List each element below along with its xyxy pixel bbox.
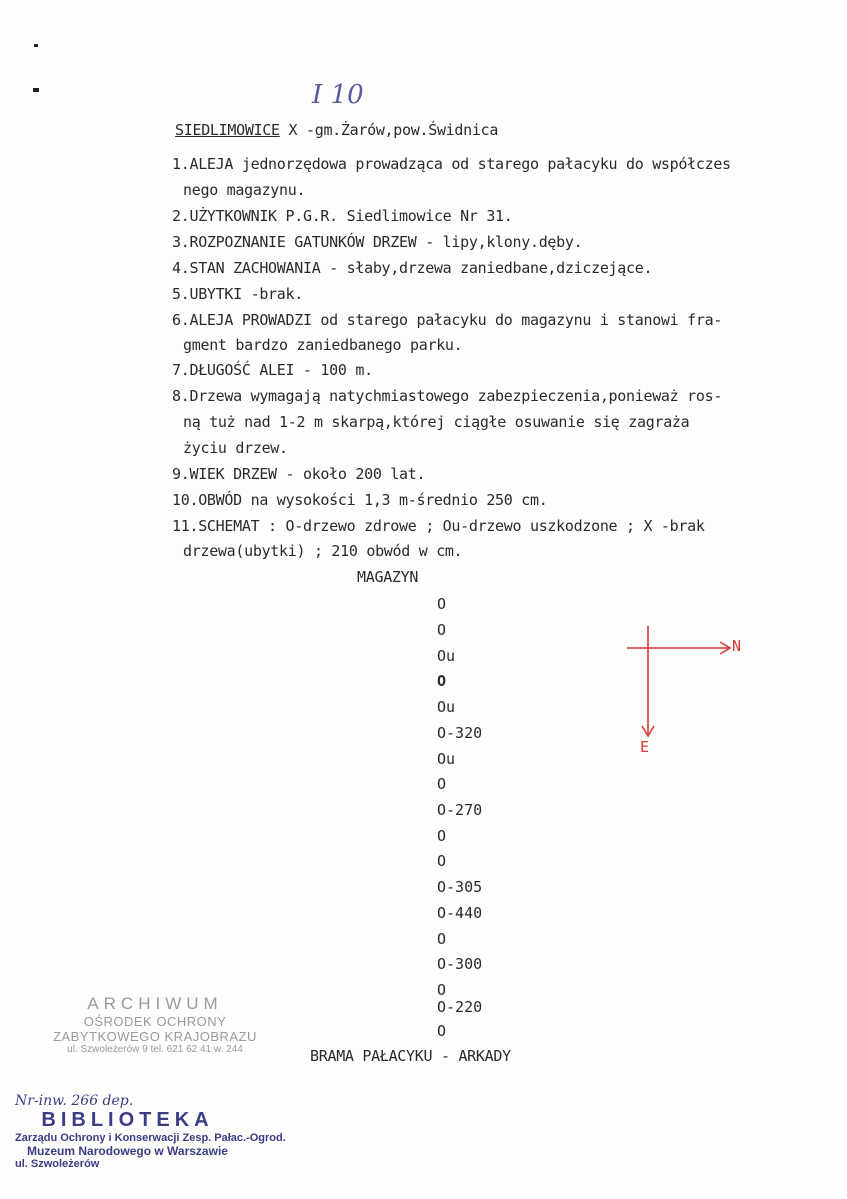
item-8-cont: ną tuż nad 1-2 m skarpą,której ciągłe osuwanie się zagraża [183, 413, 690, 431]
archive-stamp-title: ARCHIWUM [87, 994, 223, 1013]
item-1-cont: nego magazynu. [183, 181, 306, 199]
handwritten-note: I 10 [312, 80, 364, 110]
tree-entry: O-300 [437, 955, 483, 973]
item-8: 8.Drzewa wymagają natychmiastowego zabezpieczenia,ponieważ ros- [172, 387, 723, 405]
item-11: 11.SCHEMAT : O-drzewo zdrowe ; Ou-drzewo uszkodzone ; X -brak [172, 517, 705, 535]
schema-bottom-label: BRAMA PAŁACYKU - ARKADY [310, 1047, 511, 1065]
library-stamp-title: BIBLIOTEKA [41, 1109, 214, 1131]
compass-arrows [620, 620, 740, 755]
tree-entry: O [437, 595, 447, 613]
place-name: SIEDLIMOWICE [175, 121, 280, 139]
tree-entry: O [437, 981, 447, 999]
tree-entry: O [437, 1022, 447, 1040]
place-location: X -gm.Żarów,pow.Świdnica [288, 121, 499, 139]
library-stamp-line: Muzeum Narodowego w Warszawie [27, 1144, 228, 1158]
item-1: 1.ALEJA jednorzędowa prowadząca od starego pałacyku do współczes [172, 155, 731, 173]
compass-east-label: E [640, 738, 650, 756]
item-9: 9.WIEK DRZEW - około 200 lat. [172, 465, 426, 483]
tree-entry: O-220 [437, 998, 483, 1016]
tree-entry: O [437, 621, 447, 639]
item-4: 4.STAN ZACHOWANIA - słaby,drzewa zaniedbane,dziczejące. [172, 259, 653, 277]
library-stamp [15, 1093, 286, 1170]
item-3: 3.ROZPOZNANIE GATUNKÓW DRZEW - lipy,klony.dęby. [172, 233, 583, 251]
tree-entry: O [437, 852, 447, 870]
tree-entry: O-320 [437, 724, 483, 742]
tree-entry: O-440 [437, 904, 483, 922]
tree-entry: Ou [437, 698, 456, 716]
compass-north-label: N [732, 637, 742, 655]
tree-entry: O [437, 827, 447, 845]
archive-stamp-address: ul. Szwoleżerów 9 tel. 621 62 41 w. 244 [67, 1044, 243, 1055]
tree-entry: Ou [437, 647, 456, 665]
tree-entry: O [437, 672, 447, 690]
item-6: 6.ALEJA PROWADZI od starego pałacyku do magazynu i stanowi fra- [172, 311, 723, 329]
item-7: 7.DŁUGOŚĆ ALEI - 100 m. [172, 361, 373, 379]
item-6-cont: gment bardzo zaniedbanego parku. [183, 336, 463, 354]
item-8-cont: życiu drzew. [183, 439, 288, 457]
inventory-note: Nr-inw. 266 dep. [15, 1093, 134, 1109]
tree-entry: O-305 [437, 878, 483, 896]
tree-entry: O-270 [437, 801, 483, 819]
tree-entry: O [437, 930, 447, 948]
item-2: 2.UŻYTKOWNIK P.G.R. Siedlimowice Nr 31. [172, 207, 513, 225]
item-10: 10.OBWÓD na wysokości 1,3 m-średnio 250 cm. [172, 491, 548, 509]
tree-entry: O [437, 775, 447, 793]
tree-entry: Ou [437, 750, 456, 768]
page-title [175, 121, 498, 139]
archive-stamp-line: ZABYTKOWEGO KRAJOBRAZU [53, 1029, 257, 1044]
item-5: 5.UBYTKI -brak. [172, 285, 303, 303]
schema-top-label: MAGAZYN [357, 568, 419, 586]
library-stamp-line: Zarządu Ochrony i Konserwacji Zesp. Pałac.-Ogrod. [15, 1132, 286, 1144]
item-11-cont: drzewa(ubytki) ; 210 obwód w cm. [183, 542, 463, 560]
archive-stamp [50, 994, 260, 1055]
punch-mark [34, 44, 38, 47]
library-stamp-address: ul. Szwoleżerów [15, 1158, 100, 1170]
punch-mark [33, 88, 39, 92]
archive-stamp-line: OŚRODEK OCHRONY [83, 1014, 227, 1029]
